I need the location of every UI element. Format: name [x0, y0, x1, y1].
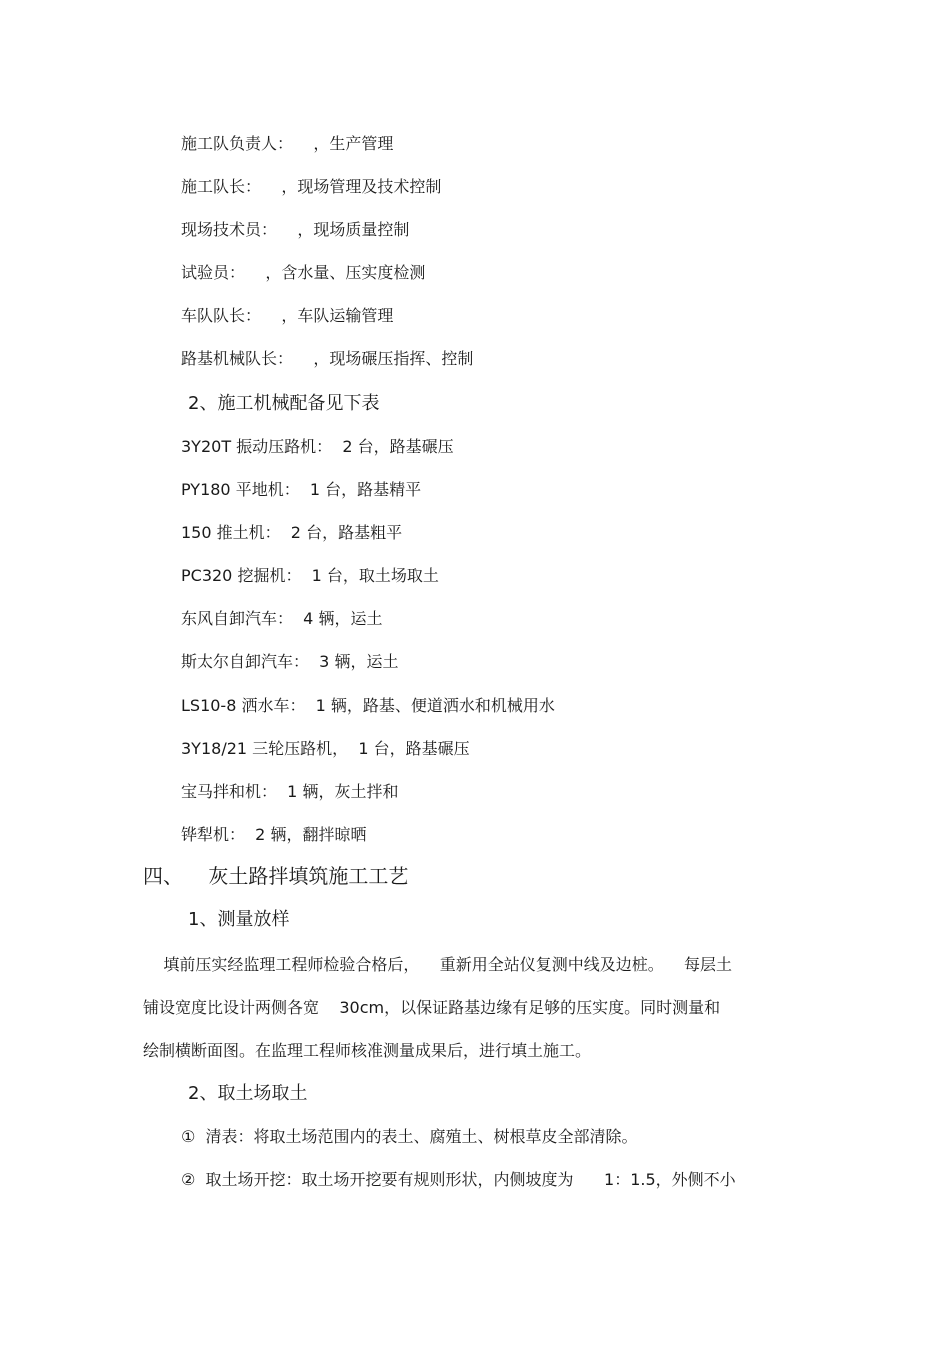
- machine-line-10: 铧犁机： 2 辆，翻拌晾晒: [181, 825, 367, 844]
- machine-line-3: 150 推土机： 2 台，路基粗平: [181, 523, 403, 542]
- staff-line-4: 试验员： ，含水量、压实度检测: [181, 263, 426, 282]
- paragraph-line-1: 填前压实经监理工程师检验合格后， 重新用全站仪复测中线及边桩。 每层土: [143, 955, 733, 974]
- section-2-title: 2、施工机械配备见下表: [188, 393, 380, 414]
- machine-line-8: 3Y18/21 三轮压路机， 1 台，路基碾压: [181, 739, 470, 758]
- machine-line-9: 宝马拌和机： 1 辆，灰土拌和: [181, 782, 399, 801]
- list-item-2: ② 取土场开挖：取土场开挖要有规则形状，内侧坡度为 1：1.5，外侧不小: [181, 1170, 736, 1189]
- machine-line-4: PC320 挖掘机： 1 台，取土场取土: [181, 566, 439, 585]
- machine-line-5: 东风自卸汽车： 4 辆，运土: [181, 609, 383, 628]
- machine-line-6: 斯太尔自卸汽车： 3 辆，运土: [181, 652, 399, 671]
- staff-line-5: 车队队长： ，车队运输管理: [181, 306, 394, 325]
- chapter-4-title: 四、 灰土路拌填筑施工工艺: [143, 864, 409, 888]
- list-item-1: ① 清表：将取土场范围内的表土、腐殖土、树根草皮全部清除。: [181, 1127, 638, 1146]
- paragraph-line-3: 绘制横断面图。在监理工程师核准测量成果后，进行填土施工。: [143, 1041, 592, 1060]
- machine-line-7: LS10-8 洒水车： 1 辆，路基、便道洒水和机械用水: [181, 696, 555, 715]
- staff-line-6: 路基机械队长： ，现场碾压指挥、控制: [181, 349, 474, 368]
- staff-line-2: 施工队长： ，现场管理及技术控制: [181, 177, 442, 196]
- paragraph-line-2: 铺设宽度比设计两侧各宽 30cm，以保证路基边缘有足够的压实度。同时测量和: [143, 998, 721, 1017]
- subsection-1-title: 1、测量放样: [188, 909, 290, 930]
- staff-line-3: 现场技术员： ，现场质量控制: [181, 220, 410, 239]
- staff-line-1: 施工队负责人： ，生产管理: [181, 134, 394, 153]
- machine-line-2: PY180 平地机： 1 台，路基精平: [181, 480, 422, 499]
- machine-line-1: 3Y20T 振动压路机： 2 台，路基碾压: [181, 437, 454, 456]
- subsection-2-title: 2、取土场取土: [188, 1083, 308, 1104]
